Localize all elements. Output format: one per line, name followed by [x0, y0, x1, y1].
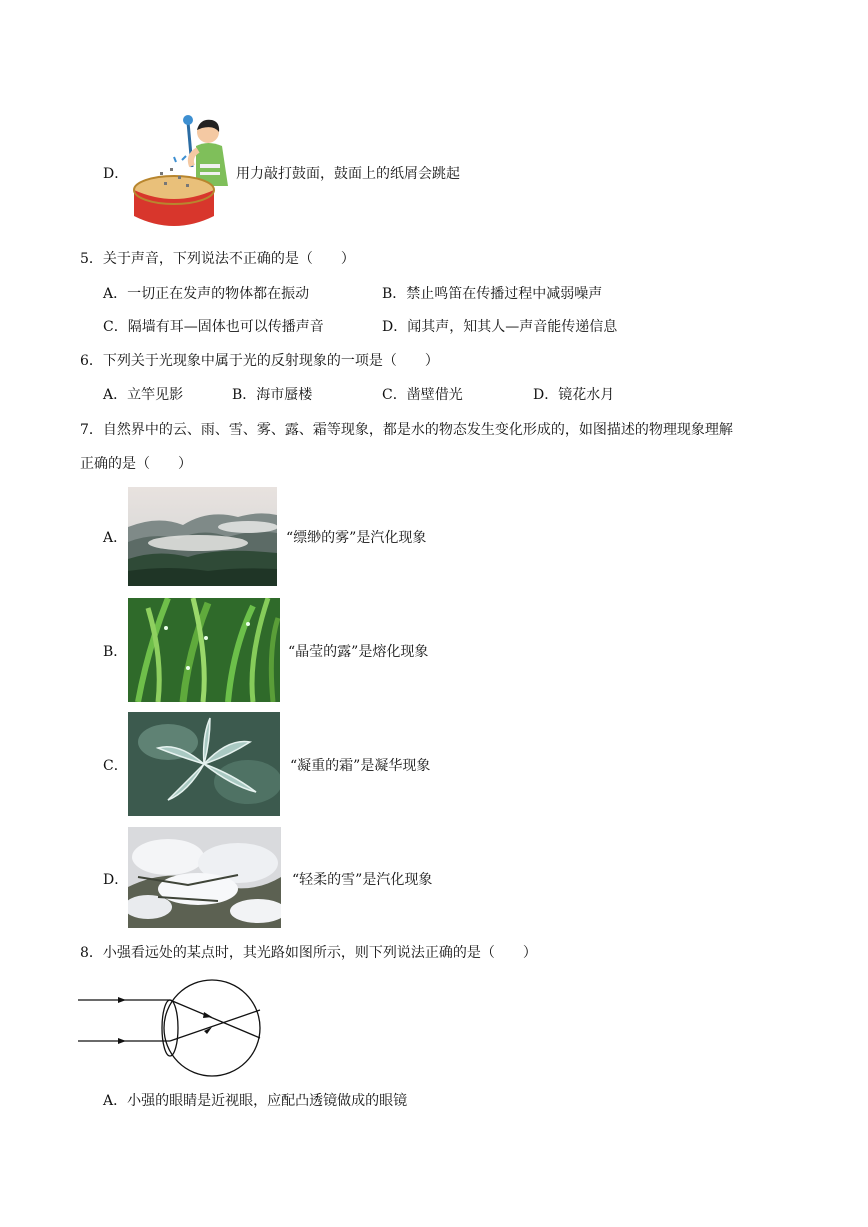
option-text: 镜花水月	[558, 387, 615, 403]
q7-option-a-text: “缥缈的雾”是汽化现象	[286, 530, 427, 546]
q7-option-c-text: “凝重的霜”是凝华现象	[290, 758, 431, 774]
q8-stem: 8．小强看远处的某点时，其光路如图所示，则下列说法正确的是（ ）	[80, 945, 537, 961]
option-label: B．	[382, 286, 407, 302]
q5-option-d	[382, 317, 617, 337]
snow-branch-photo	[128, 827, 281, 928]
q7-stem-line2: 正确的是（ ）	[80, 456, 192, 472]
q5-option-a	[103, 284, 309, 304]
q6-stem: 6．下列关于光现象中属于光的反射现象的一项是（ ）	[80, 353, 439, 369]
q5-stem: 5．关于声音，下列说法不正确的是（ ）	[80, 251, 355, 267]
q5-option-c	[103, 317, 324, 337]
q6-option-c	[382, 385, 463, 405]
q6-option-b	[232, 385, 312, 405]
option-label: C．	[103, 319, 128, 335]
q6-option-a	[103, 385, 183, 405]
option-text: 海市蜃楼	[256, 387, 313, 403]
option-text: 立竿见影	[127, 387, 184, 403]
q7-option-a-label: A．	[103, 530, 128, 546]
option-label: A．	[103, 387, 128, 403]
option-text: 凿壁借光	[406, 387, 463, 403]
option-text: 禁止鸣笛在传播过程中减弱噪声	[406, 286, 603, 302]
option-label: B．	[232, 387, 257, 403]
option-text: 隔墙有耳—固体也可以传播声音	[127, 319, 324, 335]
option-label: C．	[382, 387, 407, 403]
q7-option-b-text: “晶莹的露”是熔化现象	[288, 644, 429, 660]
dew-grass-photo	[128, 598, 280, 702]
q7-option-d-label: D．	[103, 872, 129, 888]
q7-option-c-label: C．	[103, 758, 128, 774]
option-label: D．	[382, 319, 408, 335]
q6-option-d	[533, 385, 614, 405]
option-text: 小强的眼睛是近视眼，应配凸透镜做成的眼镜	[127, 1093, 408, 1109]
q7-option-d-text: “轻柔的雪”是汽化现象	[292, 872, 433, 888]
option-label: D．	[533, 387, 559, 403]
option-label: A．	[103, 286, 128, 302]
q4-option-d-text: 用力敲打鼓面，鼓面上的纸屑会跳起	[236, 166, 460, 182]
option-text: 闻其声，知其人—声音能传递信息	[407, 319, 618, 335]
option-text: 一切正在发声的物体都在振动	[127, 286, 310, 302]
q5-option-b	[382, 284, 602, 304]
eye-light-path-diagram	[76, 976, 272, 1080]
q7-option-b-label: B．	[103, 644, 128, 660]
frost-plant-photo	[128, 712, 280, 816]
option-label: A．	[103, 1093, 128, 1109]
q8-option-a	[103, 1091, 407, 1111]
q7-stem-line1: 7．自然界中的云、雨、雪、雾、露、霜等现象，都是水的物态发生变化形成的，如图描述的物理现象理解	[80, 422, 733, 438]
q4-option-d-label: D．	[103, 166, 129, 182]
fog-mountain-photo	[128, 487, 277, 586]
drum-boy-illustration	[130, 112, 234, 234]
